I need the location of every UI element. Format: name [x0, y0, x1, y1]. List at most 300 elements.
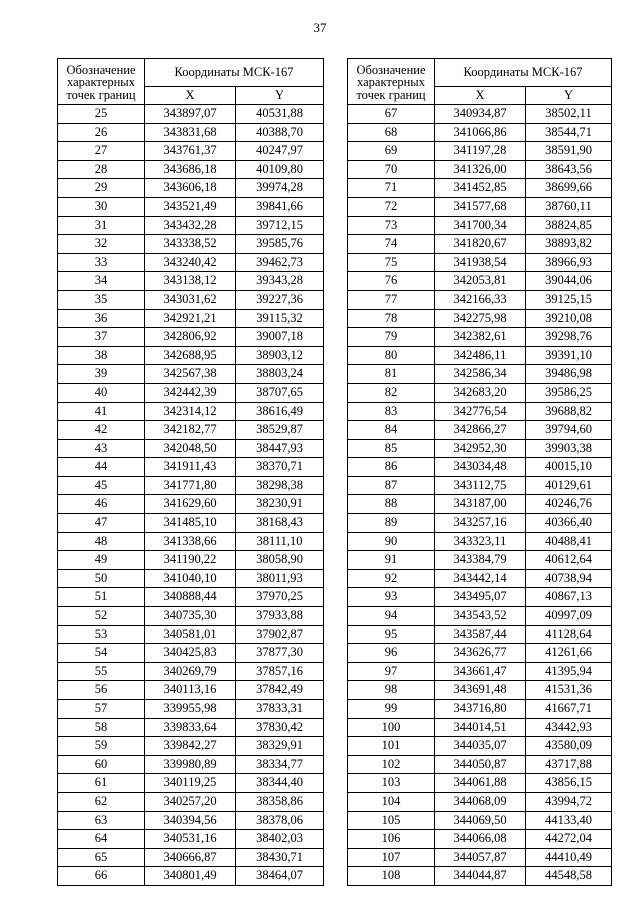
- x-coordinate-cell: 341771,80: [145, 476, 236, 495]
- y-coordinate-cell: 41395,94: [526, 662, 612, 681]
- y-coordinate-cell: 41667,71: [526, 700, 612, 719]
- point-number-cell: 29: [58, 179, 145, 198]
- point-number-cell: 39: [58, 365, 145, 384]
- table-row: [348, 197, 612, 216]
- x-coordinate-cell: 340531,16: [145, 830, 236, 849]
- y-coordinate-cell: 39794,60: [526, 421, 612, 440]
- point-number-cell: 101: [348, 737, 435, 756]
- x-coordinate-cell: 343338,52: [145, 235, 236, 254]
- x-coordinate-cell: 341911,43: [145, 458, 236, 477]
- x-coordinate-cell: 343442,14: [435, 569, 526, 588]
- table-row: [348, 514, 612, 533]
- y-coordinate-cell: 38334,77: [236, 755, 324, 774]
- point-number-cell: 56: [58, 681, 145, 700]
- point-number-cell: 33: [58, 253, 145, 272]
- x-coordinate-cell: 343521,49: [145, 197, 236, 216]
- point-number-cell: 66: [58, 867, 145, 886]
- y-coordinate-cell: 43994,72: [526, 792, 612, 811]
- table-row: [348, 811, 612, 830]
- point-label-header: [58, 59, 145, 105]
- table-row: [348, 309, 612, 328]
- point-number-cell: 32: [58, 235, 145, 254]
- table-row: [58, 402, 324, 421]
- y-coordinate-cell: 39586,25: [526, 383, 612, 402]
- table-row: [348, 644, 612, 663]
- y-coordinate-cell: 38329,91: [236, 737, 324, 756]
- x-coordinate-cell: 343661,47: [435, 662, 526, 681]
- point-number-cell: 69: [348, 142, 435, 161]
- y-coordinate-cell: 39712,15: [236, 216, 324, 235]
- point-number-cell: 25: [58, 105, 145, 124]
- point-number-cell: 35: [58, 290, 145, 309]
- y-coordinate-cell: 37970,25: [236, 588, 324, 607]
- table-row: [348, 328, 612, 347]
- y-coordinate-cell: 40015,10: [526, 458, 612, 477]
- x-coordinate-cell: 344057,87: [435, 848, 526, 867]
- x-coordinate-cell: 342048,50: [145, 439, 236, 458]
- point-number-cell: 99: [348, 700, 435, 719]
- y-coordinate-cell: 39210,08: [526, 309, 612, 328]
- y-coordinate-cell: 40867,13: [526, 588, 612, 607]
- point-number-cell: 44: [58, 458, 145, 477]
- point-number-cell: 90: [348, 532, 435, 551]
- y-coordinate-cell: 38344,40: [236, 774, 324, 793]
- table-row: [58, 514, 324, 533]
- x-coordinate-cell: 343031,62: [145, 290, 236, 309]
- x-coordinate-cell: 340113,16: [145, 681, 236, 700]
- y-coordinate-cell: 38378,06: [236, 811, 324, 830]
- table-row: [348, 681, 612, 700]
- x-coordinate-cell: 339980,89: [145, 755, 236, 774]
- table-row: [348, 290, 612, 309]
- y-coordinate-cell: 38011,93: [236, 569, 324, 588]
- x-coordinate-cell: 340735,30: [145, 607, 236, 626]
- y-coordinate-cell: 38430,71: [236, 848, 324, 867]
- point-number-cell: 72: [348, 197, 435, 216]
- table-row: [348, 105, 612, 124]
- table-row: [348, 495, 612, 514]
- x-coordinate-cell: 342776,54: [435, 402, 526, 421]
- table-row: [348, 737, 612, 756]
- table-row: [348, 532, 612, 551]
- table-row: [348, 123, 612, 142]
- y-coordinate-cell: 40246,76: [526, 495, 612, 514]
- x-coordinate-cell: 340581,01: [145, 625, 236, 644]
- x-coordinate-cell: 343543,52: [435, 607, 526, 626]
- table-row: [58, 216, 324, 235]
- table-row: [58, 458, 324, 477]
- x-coordinate-cell: 340269,79: [145, 662, 236, 681]
- table-row: [58, 439, 324, 458]
- x-coordinate-cell: 343761,37: [145, 142, 236, 161]
- point-number-cell: 50: [58, 569, 145, 588]
- point-number-cell: 42: [58, 421, 145, 440]
- y-coordinate-cell: 39125,15: [526, 290, 612, 309]
- table-row: [58, 644, 324, 663]
- x-coordinate-cell: 344061,88: [435, 774, 526, 793]
- x-coordinate-cell: 342314,12: [145, 402, 236, 421]
- coordinates-table-left: [57, 58, 324, 886]
- y-coordinate-cell: 43717,88: [526, 755, 612, 774]
- y-coordinate-cell: 39298,76: [526, 328, 612, 347]
- table-row: [58, 662, 324, 681]
- y-coordinate-cell: 40109,80: [236, 160, 324, 179]
- y-coordinate-cell: 38447,93: [236, 439, 324, 458]
- x-coordinate-cell: 343187,00: [435, 495, 526, 514]
- table-row: [58, 476, 324, 495]
- point-number-cell: 104: [348, 792, 435, 811]
- y-coordinate-cell: 44548,58: [526, 867, 612, 886]
- x-coordinate-cell: 340888,44: [145, 588, 236, 607]
- table-row: [58, 737, 324, 756]
- y-coordinate-cell: 38591,90: [526, 142, 612, 161]
- table-row: [348, 365, 612, 384]
- point-number-cell: 82: [348, 383, 435, 402]
- point-number-cell: 57: [58, 700, 145, 719]
- y-coordinate-cell: 43856,15: [526, 774, 612, 793]
- y-header: Y: [526, 87, 612, 105]
- table-row: [58, 607, 324, 626]
- x-coordinate-cell: 343716,80: [435, 700, 526, 719]
- table-row: [348, 848, 612, 867]
- point-label-line: Обозначение: [66, 62, 136, 77]
- point-number-cell: 97: [348, 662, 435, 681]
- y-coordinate-cell: 39391,10: [526, 346, 612, 365]
- point-number-cell: 107: [348, 848, 435, 867]
- x-coordinate-cell: 343257,16: [435, 514, 526, 533]
- table-row: [348, 569, 612, 588]
- point-number-cell: 61: [58, 774, 145, 793]
- table-row: [348, 346, 612, 365]
- x-coordinate-cell: 343626,77: [435, 644, 526, 663]
- x-coordinate-cell: 343323,11: [435, 532, 526, 551]
- y-coordinate-cell: 39007,18: [236, 328, 324, 347]
- table-row: [58, 160, 324, 179]
- x-coordinate-cell: 342053,81: [435, 272, 526, 291]
- y-coordinate-cell: 38529,87: [236, 421, 324, 440]
- x-coordinate-cell: 342166,33: [435, 290, 526, 309]
- point-number-cell: 74: [348, 235, 435, 254]
- y-coordinate-cell: 38699,66: [526, 179, 612, 198]
- point-number-cell: 51: [58, 588, 145, 607]
- y-coordinate-cell: 39841,66: [236, 197, 324, 216]
- x-coordinate-cell: 339842,27: [145, 737, 236, 756]
- table-row: [58, 830, 324, 849]
- point-number-cell: 70: [348, 160, 435, 179]
- point-number-cell: 47: [58, 514, 145, 533]
- x-coordinate-cell: 342442,39: [145, 383, 236, 402]
- point-label-line: характерных: [357, 75, 425, 90]
- table-row: [348, 792, 612, 811]
- x-coordinate-cell: 340666,87: [145, 848, 236, 867]
- coords-title-header: Координаты МСК-167: [145, 59, 324, 87]
- point-label-line: характерных: [67, 75, 135, 90]
- table-row: [348, 830, 612, 849]
- x-coordinate-cell: 343691,48: [435, 681, 526, 700]
- y-coordinate-cell: 38358,86: [236, 792, 324, 811]
- x-coordinate-cell: 340257,20: [145, 792, 236, 811]
- point-number-cell: 80: [348, 346, 435, 365]
- point-number-cell: 28: [58, 160, 145, 179]
- point-number-cell: 106: [348, 830, 435, 849]
- y-coordinate-cell: 38643,56: [526, 160, 612, 179]
- table-row: [348, 476, 612, 495]
- x-coordinate-cell: 341040,10: [145, 569, 236, 588]
- point-number-cell: 102: [348, 755, 435, 774]
- x-coordinate-cell: 341629,60: [145, 495, 236, 514]
- table-row: [58, 105, 324, 124]
- y-coordinate-cell: 38111,10: [236, 532, 324, 551]
- point-number-cell: 54: [58, 644, 145, 663]
- x-coordinate-cell: 342275,98: [435, 309, 526, 328]
- table-row: [58, 253, 324, 272]
- x-coordinate-cell: 339833,64: [145, 718, 236, 737]
- y-coordinate-cell: 39486,98: [526, 365, 612, 384]
- y-coordinate-cell: 37830,42: [236, 718, 324, 737]
- y-coordinate-cell: 44272,04: [526, 830, 612, 849]
- x-coordinate-cell: 341577,68: [435, 197, 526, 216]
- table-row: [58, 755, 324, 774]
- x-coordinate-cell: 341066,86: [435, 123, 526, 142]
- table-row: [348, 551, 612, 570]
- table-row: [58, 235, 324, 254]
- table-row: [58, 495, 324, 514]
- y-coordinate-cell: 38058,90: [236, 551, 324, 570]
- point-number-cell: 84: [348, 421, 435, 440]
- y-coordinate-cell: 37933,88: [236, 607, 324, 626]
- table-row: [58, 290, 324, 309]
- point-number-cell: 34: [58, 272, 145, 291]
- table-row: [58, 197, 324, 216]
- x-coordinate-cell: 344035,07: [435, 737, 526, 756]
- point-label-line: Обозначение: [356, 62, 426, 77]
- table-row: [348, 253, 612, 272]
- y-coordinate-cell: 40247,97: [236, 142, 324, 161]
- table-row: [58, 272, 324, 291]
- table-row: [348, 272, 612, 291]
- table-row: [348, 700, 612, 719]
- point-label-line: точек границ: [66, 87, 136, 102]
- point-number-cell: 76: [348, 272, 435, 291]
- y-coordinate-cell: 40612,64: [526, 551, 612, 570]
- table-row: [58, 551, 324, 570]
- y-coordinate-cell: 39044,06: [526, 272, 612, 291]
- y-coordinate-cell: 38616,49: [236, 402, 324, 421]
- table-row: [348, 607, 612, 626]
- point-number-cell: 89: [348, 514, 435, 533]
- y-coordinate-cell: 41261,66: [526, 644, 612, 663]
- point-number-cell: 77: [348, 290, 435, 309]
- y-coordinate-cell: 40997,09: [526, 607, 612, 626]
- x-coordinate-cell: 341338,66: [145, 532, 236, 551]
- point-number-cell: 55: [58, 662, 145, 681]
- point-number-cell: 83: [348, 402, 435, 421]
- table-row: [58, 792, 324, 811]
- point-number-cell: 53: [58, 625, 145, 644]
- table-row: [58, 811, 324, 830]
- point-number-cell: 65: [58, 848, 145, 867]
- point-number-cell: 105: [348, 811, 435, 830]
- point-number-cell: 100: [348, 718, 435, 737]
- y-coordinate-cell: 38966,93: [526, 253, 612, 272]
- y-coordinate-cell: 43580,09: [526, 737, 612, 756]
- x-coordinate-cell: 342688,95: [145, 346, 236, 365]
- table-row: [348, 439, 612, 458]
- x-header: X: [145, 87, 236, 105]
- x-coordinate-cell: 343831,68: [145, 123, 236, 142]
- x-coordinate-cell: 344014,51: [435, 718, 526, 737]
- x-coordinate-cell: 342866,27: [435, 421, 526, 440]
- point-number-cell: 26: [58, 123, 145, 142]
- page-number: 37: [313, 20, 327, 35]
- point-number-cell: 93: [348, 588, 435, 607]
- y-coordinate-cell: 40129,61: [526, 476, 612, 495]
- x-coordinate-cell: 342586,34: [435, 365, 526, 384]
- table-row: [58, 383, 324, 402]
- point-number-cell: 71: [348, 179, 435, 198]
- point-number-cell: 46: [58, 495, 145, 514]
- table-row: [58, 718, 324, 737]
- y-coordinate-cell: 39688,82: [526, 402, 612, 421]
- table-row: [348, 867, 612, 886]
- y-coordinate-cell: 41531,36: [526, 681, 612, 700]
- y-coordinate-cell: 38230,91: [236, 495, 324, 514]
- table-row: [348, 235, 612, 254]
- y-coordinate-cell: 38402,03: [236, 830, 324, 849]
- x-coordinate-cell: 341485,10: [145, 514, 236, 533]
- y-coordinate-cell: 38760,11: [526, 197, 612, 216]
- table-row: [58, 328, 324, 347]
- x-coordinate-cell: 342182,77: [145, 421, 236, 440]
- y-coordinate-cell: 39343,28: [236, 272, 324, 291]
- x-coordinate-cell: 339955,98: [145, 700, 236, 719]
- table-row: [348, 458, 612, 477]
- table-row: [348, 179, 612, 198]
- x-coordinate-cell: 340801,49: [145, 867, 236, 886]
- y-coordinate-cell: 40488,41: [526, 532, 612, 551]
- x-coordinate-cell: 343897,07: [145, 105, 236, 124]
- y-coordinate-cell: 38707,65: [236, 383, 324, 402]
- point-number-cell: 98: [348, 681, 435, 700]
- y-coordinate-cell: 41128,64: [526, 625, 612, 644]
- x-coordinate-cell: 343606,18: [145, 179, 236, 198]
- point-number-cell: 86: [348, 458, 435, 477]
- point-number-cell: 59: [58, 737, 145, 756]
- x-coordinate-cell: 344069,50: [435, 811, 526, 830]
- point-number-cell: 62: [58, 792, 145, 811]
- table-row: [58, 179, 324, 198]
- x-coordinate-cell: 343384,79: [435, 551, 526, 570]
- x-coordinate-cell: 341820,67: [435, 235, 526, 254]
- table-row: [348, 160, 612, 179]
- point-number-cell: 94: [348, 607, 435, 626]
- x-coordinate-cell: 341700,34: [435, 216, 526, 235]
- table-row: [348, 142, 612, 161]
- point-number-cell: 95: [348, 625, 435, 644]
- x-coordinate-cell: 341938,54: [435, 253, 526, 272]
- x-coordinate-cell: 342952,30: [435, 439, 526, 458]
- point-number-cell: 36: [58, 309, 145, 328]
- table-row: [58, 142, 324, 161]
- y-coordinate-cell: 38370,71: [236, 458, 324, 477]
- x-coordinate-cell: 342567,38: [145, 365, 236, 384]
- table-row: [58, 346, 324, 365]
- point-number-cell: 87: [348, 476, 435, 495]
- y-coordinate-cell: 37877,30: [236, 644, 324, 663]
- y-coordinate-cell: 44133,40: [526, 811, 612, 830]
- table-row: [348, 718, 612, 737]
- y-coordinate-cell: 43442,93: [526, 718, 612, 737]
- y-coordinate-cell: 39227,36: [236, 290, 324, 309]
- y-coordinate-cell: 38168,43: [236, 514, 324, 533]
- coords-title-header: Координаты МСК-167: [435, 59, 612, 87]
- point-number-cell: 27: [58, 142, 145, 161]
- x-coordinate-cell: 343495,07: [435, 588, 526, 607]
- y-coordinate-cell: 37833,31: [236, 700, 324, 719]
- table-row: [58, 532, 324, 551]
- table-row: [348, 216, 612, 235]
- table-row: [58, 309, 324, 328]
- coordinates-table-right: [347, 58, 612, 886]
- point-number-cell: 88: [348, 495, 435, 514]
- y-coordinate-cell: 38824,85: [526, 216, 612, 235]
- table-row: [58, 700, 324, 719]
- x-coordinate-cell: 341452,85: [435, 179, 526, 198]
- point-number-cell: 68: [348, 123, 435, 142]
- point-number-cell: 103: [348, 774, 435, 793]
- x-coordinate-cell: 344068,09: [435, 792, 526, 811]
- y-coordinate-cell: 39974,28: [236, 179, 324, 198]
- table-row: [58, 625, 324, 644]
- x-coordinate-cell: 343240,42: [145, 253, 236, 272]
- y-coordinate-cell: 37902,87: [236, 625, 324, 644]
- y-coordinate-cell: 44410,49: [526, 848, 612, 867]
- y-coordinate-cell: 40388,70: [236, 123, 324, 142]
- table-row: [58, 867, 324, 886]
- y-coordinate-cell: 39115,32: [236, 309, 324, 328]
- point-number-cell: 78: [348, 309, 435, 328]
- y-coordinate-cell: 38903,12: [236, 346, 324, 365]
- table-row: [348, 383, 612, 402]
- table-row: [58, 588, 324, 607]
- table-row: [58, 569, 324, 588]
- y-coordinate-cell: 37842,49: [236, 681, 324, 700]
- y-coordinate-cell: 39903,38: [526, 439, 612, 458]
- point-number-cell: 30: [58, 197, 145, 216]
- x-coordinate-cell: 343112,75: [435, 476, 526, 495]
- x-coordinate-cell: 342921,21: [145, 309, 236, 328]
- point-number-cell: 75: [348, 253, 435, 272]
- x-coordinate-cell: 341197,28: [435, 142, 526, 161]
- table-row: [348, 625, 612, 644]
- x-coordinate-cell: 342806,92: [145, 328, 236, 347]
- x-coordinate-cell: 344050,87: [435, 755, 526, 774]
- point-number-cell: 81: [348, 365, 435, 384]
- y-coordinate-cell: 40531,88: [236, 105, 324, 124]
- x-coordinate-cell: 343587,44: [435, 625, 526, 644]
- point-number-cell: 52: [58, 607, 145, 626]
- point-number-cell: 49: [58, 551, 145, 570]
- point-number-cell: 64: [58, 830, 145, 849]
- point-number-cell: 40: [58, 383, 145, 402]
- x-coordinate-cell: 341326,00: [435, 160, 526, 179]
- point-number-cell: 91: [348, 551, 435, 570]
- x-coordinate-cell: 344044,87: [435, 867, 526, 886]
- table-row: [348, 421, 612, 440]
- x-header: X: [435, 87, 526, 105]
- y-coordinate-cell: 38464,07: [236, 867, 324, 886]
- point-label-line: точек границ: [356, 87, 426, 102]
